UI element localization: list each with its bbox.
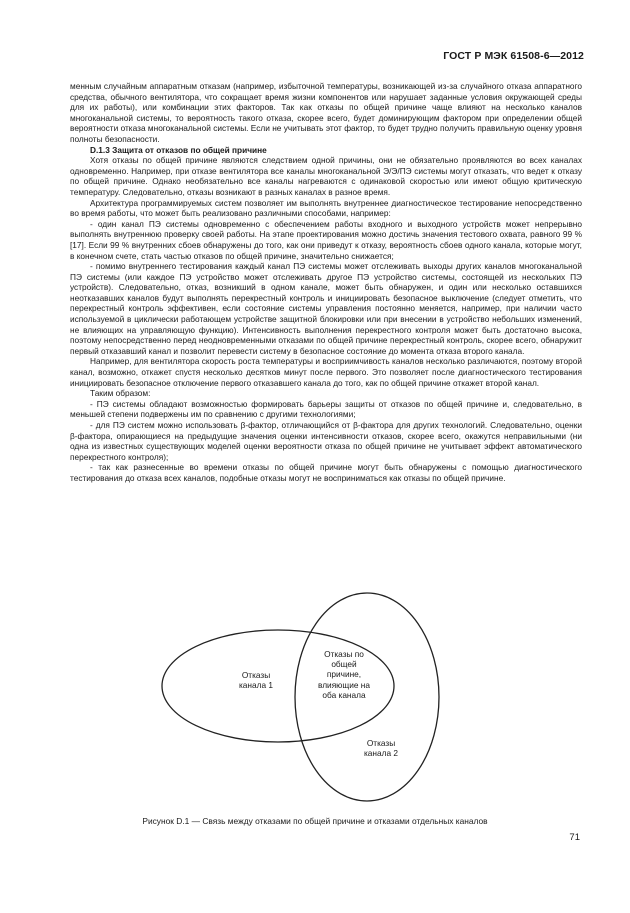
figure-caption: Рисунок D.1 — Связь между отказами по общей причине и отказами отдельных каналов [142, 816, 488, 826]
venn-diagram-svg [160, 583, 460, 803]
paragraph: менным случайным аппаратным отказам (например, избыточной температуры, возникающей из-за случайного отказа аппаратного средства, обычного вентилятора, что сокращает время жизни компонентов или нарушает заданные условия окружающей среды для их работы), или комбинации этих факторов. Так как отказы по общей причине чаще влияют на несколько каналов многоканальной системы, то вероятность такого отказа, скорее всего, будет доминирующим фактором при определении общей вероятности отказа многоканальной системы. Если не учитывать этот фактор, то будет трудно получить правильную оценку уровня полноты безопасности. [70, 81, 582, 144]
document-header: ГОСТ Р МЭК 61508-6—2012 [443, 50, 584, 62]
paragraph: Таким образом: [90, 388, 151, 399]
page-number: 71 [569, 832, 580, 843]
list-item: - так как разнесенные во времени отказы по общей причине могут быть обнаружены с помощью диагностического тестирования до отказа всех каналов, подобные отказы могут не восприниматься как отказы по общей причине. [70, 462, 582, 483]
list-item: - для ПЭ систем можно использовать β-фактор, отличающийся от β-фактора для других технологий. Следовательно, оценки β-фактора, опирающиеся на предыдущие значения оценки интенсивности отказов, скорее всего, окажутся неправильными (ни одна из известных существующих моделей оценки вероятности отказа по общей причине не учитывает эффект автоматического перекрестного контроля); [70, 420, 582, 462]
list-item: - ПЭ системы обладают возможностью формировать барьеры защиты от отказов по общей причине и, следовательно, в меньшей степени подвержены им по сравнению с другими технологиями; [70, 398, 582, 420]
label-channel-1: Отказы канала 1 [239, 670, 273, 691]
label-channel-2: Отказы канала 2 [364, 738, 398, 759]
list-item: - один канал ПЭ системы одновременно с обеспечением работы входного и выходного устройств может непрерывно выполнять внутреннюю проверку своей работы. На этапе проектирования можно достичь значения тестового охвата, равного 99 % [17]. Если 99 % внутренних сбоев обнаружены до того, как они приведут к отказу, вероятность сбоев одного канала, которые могут, в конечном счете, стать частью отказов по общей причине, значительно снижается; [70, 218, 582, 261]
paragraph: Хотя отказы по общей причине являются следствием одной причины, они не обязательно проявляются во всех каналах одновременно. Например, при отказе вентилятора все каналы многоканальной Э/Э/ПЭ системы могут отказать, что ведет к отказу по общей причине. Однако необязательно все каналы нагреваются с одинаковой скоростью или имеют общую критическую температуру. Следовательно, отказы возникают в разных каналах в разное время. [70, 155, 582, 197]
label-common-cause: Отказы по общей причине, влияющие на оба канала [318, 649, 370, 700]
section-heading: D.1.3 Защита от отказов по общей причине [90, 144, 267, 155]
body-text [70, 81, 582, 484]
paragraph: Архитектура программируемых систем позволяет им выполнять внутреннее диагностическое тестирование непосредственно во время работы, что может быть реализовано различными способами, например: [70, 197, 582, 219]
venn-diagram [160, 583, 460, 803]
paragraph: Например, для вентилятора скорость роста температуры и восприимчивость каналов несколько различаются, поэтому второй канал, возможно, откажет спустя несколько десятков минут после первого. Это позволяет после диагностического тестирования инициировать безопасное отключение первого отказавшего канала до того, как по общей причине откажет второй канал. [70, 356, 582, 388]
list-item: - помимо внутреннего тестирования каждый канал ПЭ системы может отслеживать выходы других каналов многоканальной ПЭ системы (или каждое ПЭ устройство может отслеживать другое ПЭ устройство системы, состоящей из нескольких ПЭ устройств). Следовательно, отказ, возникший в одном канале, может быть обнаружен, и один или несколько оставшихся неотказавших каналов будут выполнять перекрестный контроль и инициировать безопасное выключение (следует отметить, что перекрестный контроль эффективен, если состояние системы управления постоянно меняется, например, при наличии часто используемой в циклически работающем устройстве защитной блокировки или при внесении в устройство небольших изменений, не влияющих на управляющую функцию). Интенсивность выполнения перекрестного контроля может быть достаточно высока, поэтому непосредственно перед неодновременными отказами по общей причине перекрестный контроль, скорее всего, обнаружит первый отказавший канал и позволит перевести систему в безопасное состояние до момента отказа второго канала. [70, 261, 582, 356]
